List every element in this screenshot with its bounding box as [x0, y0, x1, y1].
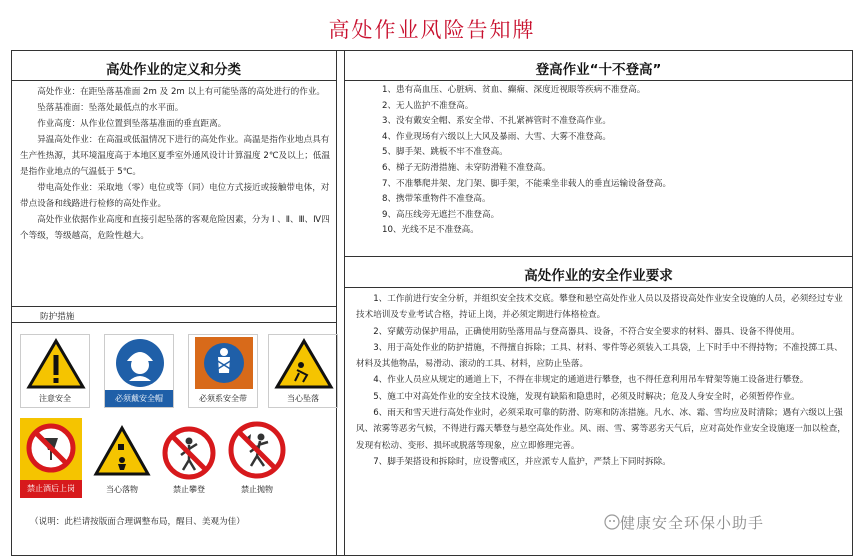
sign-no-alcohol: [20, 418, 82, 498]
safety-requirements-heading: 高处作业的安全作业要求: [524, 268, 673, 284]
definition-paragraph: 坠落基准面：坠落处最低点的水平面。: [37, 103, 184, 113]
ten-rules-list: [344, 83, 849, 239]
requirement-paragraph: 4、作业人员应从规定的通道上下，不得在非规定的通道进行攀登，也不得任意利用吊车臂架等施工设备进行攀登。: [373, 375, 809, 386]
divider: [11, 322, 336, 323]
safety-requirements-text: [356, 291, 846, 470]
definition-heading: 高处作业的定义和分类: [106, 62, 241, 78]
sign-falling-object: [92, 422, 152, 498]
list-item: 9、高压线旁无遮拦不准登高。: [382, 209, 500, 220]
divider: [11, 306, 336, 307]
sign-caption: 必须戴安全帽: [105, 390, 173, 407]
divider: [344, 80, 853, 81]
sign-caption: 注意安全: [39, 394, 71, 403]
ten-rules-heading: 登高作业“十不登高”: [535, 62, 662, 78]
wechat-icon: [604, 514, 620, 530]
definition-text: [20, 84, 332, 244]
list-item: 1、患有高血压、心脏病、贫血、癫痫、深度近视眼等疾病不准登高。: [382, 85, 646, 95]
requirement-paragraph: 6、雨天和雪天进行高处作业时，必须采取可靠的防滑、防寒和防冻措施。凡水、冰、霜、雪均应及时清除；遇有六级以上强风、浓雾等恶劣气候，不得进行露天攀登与悬空高处作业。风、雨、雪、雾等恶劣天气后，应对高处作业安全设施逐一加以检查，发现有松动、变形、损坏或脱落等现象，应立即修理完善。: [356, 408, 846, 451]
list-item: 8、携带笨重物件不准登高。: [382, 194, 491, 205]
definition-paragraph: 高处作业依据作业高度和直接引起坠落的客观危险因素，分为 Ⅰ 、Ⅱ、Ⅲ、Ⅳ四个等级，等级越高，危险性越大。: [20, 215, 330, 241]
requirement-paragraph: 5、施工中对高处作业的安全技术设施，发现有缺陷和隐患时，必须及时解决；危及人身安全时，必须暂停作业。: [373, 391, 800, 402]
no-climbing-icon: [160, 424, 218, 482]
caution-icon: [21, 335, 91, 391]
list-item: 3、没有戴安全帽、系安全带、不扎紧裤管时不准登高作业。: [382, 116, 611, 127]
watermark: 健康安全环保小助手: [620, 514, 765, 532]
definition-paragraph: 异温高处作业：在高温或低温情况下进行的高处作业。高温是指作业地点具有生产性热源，其环境温度高于本地区夏季室外通风设计计算温度 2℃及以上；低温是指作业地点的气温低于 5℃。: [20, 135, 331, 177]
sign-caption: 禁止攀登: [173, 485, 205, 494]
sign-no-climbing: [160, 424, 218, 498]
fall-warning-icon: [269, 335, 339, 391]
sign-caption: 禁止酒后上岗: [20, 480, 82, 498]
requirement-paragraph: 1、工作前进行安全分析，并组织安全技术交底。攀登和悬空高处作业人员以及搭设高处作业安全设施的人员，必须经过专业技术培训及专业考试合格，持证上岗，并必须定期进行体格检查。: [356, 294, 843, 321]
protection-label: 防护措施: [40, 312, 75, 322]
sign-caption: 必须系安全带: [199, 394, 247, 403]
sign-caption: 当心坠落: [287, 394, 319, 403]
definition-paragraph: 高处作业：在距坠落基准面 2m 及 2m 以上有可能坠落的高处进行的作业。: [37, 87, 326, 97]
list-item: 2、无人监护不准登高。: [382, 100, 474, 111]
divider: [344, 287, 853, 288]
sign-caption: 禁止抛物: [241, 485, 273, 494]
harness-icon: [189, 335, 259, 391]
list-item: 7、不准攀爬井架、龙门架、脚手架，不能乘坐非载人的垂直运输设备登高。: [382, 178, 672, 189]
sign-caption: 当心落物: [106, 485, 138, 494]
list-item: 6、梯子无防滑措施、未穿防滑鞋不准登高。: [382, 162, 551, 173]
column-divider: [336, 50, 337, 556]
divider: [11, 80, 336, 81]
sign-helmet: [104, 334, 174, 408]
definition-paragraph: 作业高度：从作业位置到坠落基准面的垂直距离。: [37, 119, 227, 129]
sign-harness: [188, 334, 258, 408]
list-item: 4、作业现场有六级以上大风及暴雨、大雪、大雾不准登高。: [382, 131, 611, 142]
falling-object-icon: [92, 422, 152, 478]
board-title: 高处作业风险告知牌: [328, 18, 536, 42]
sign-caution: [20, 334, 90, 408]
sign-no-throwing: [224, 420, 290, 498]
list-item: 5、脚手架、跳板不牢不准登高。: [382, 147, 508, 158]
divider: [344, 256, 853, 257]
definition-paragraph: 带电高处作业：采取地（零）电位或等（同）电位方式接近或接触带电体，对带点设备和线路进行检修的高处作业。: [20, 183, 330, 209]
layout-note: （说明：此栏请按版面合理调整布局，醒目、美观为佳）: [30, 517, 245, 527]
requirement-paragraph: 2、穿戴劳动保护用品，正确使用防坠落用品与登高器具、设备，不符合安全要求的材料、器具、设备不得使用。: [373, 326, 800, 337]
helmet-icon: [105, 335, 175, 391]
sign-fall-warning: [268, 334, 338, 408]
requirement-paragraph: 7、脚手架搭设和拆除时，应设警戒区，并应派专人监护，严禁上下同时拆除。: [373, 456, 671, 467]
list-item: 10、光线不足不准登高。: [382, 225, 479, 236]
requirement-paragraph: 3、用于高处作业的防护措施，不得擅自拆除；工具、材料、零件等必须装入工具袋，上下时手中不得持物；不准投掷工具、材料及其他物品，易滑动、滚动的工具、材料，应防止坠落。: [356, 342, 843, 370]
no-throwing-icon: [224, 420, 290, 480]
no-alcohol-icon: [20, 418, 82, 478]
